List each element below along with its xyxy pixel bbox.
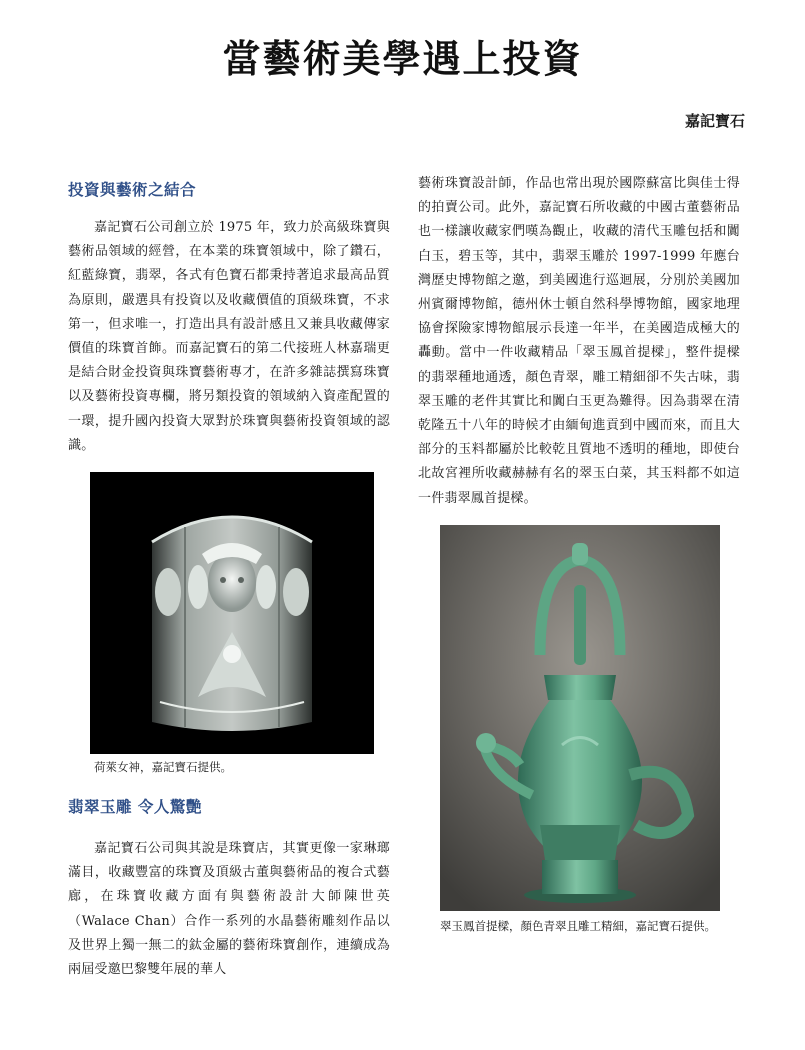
section-heading-investment-art: 投資與藝術之結合 (68, 181, 197, 199)
article-title: 當藝術美學遇上投資 (222, 37, 583, 81)
crystal-sculpture-photo (90, 472, 374, 754)
left-column (68, 178, 390, 982)
section-heading-jade: 翡翠玉雕 令人驚艷 (68, 798, 202, 817)
section-body-investment-art: 嘉記寶石公司創立於 1975 年，致力於高級珠寶與藝術品領域的經營，在本業的珠寶領域中，除了鑽石，紅藍綠寶，翡翠，各式有色寶石都秉持著追求最高品質為原則，嚴選具有投資以及收藏價值的頂級珠寶，不求第一，但求唯一，打造出具有設計感且又兼具收藏傳家價值的珠寶首飾。而嘉記寶石的第二代接班人林嘉瑞更是結合財金投資與珠寶藝術專才，在許多雜誌撰寫珠寶以及藝術投資專欄，將另類投資的領域納入資產配置的一環，提升國內投資大眾對於珠寶與藝術投資領域的認識。 (68, 220, 390, 453)
figure1-caption: 荷萊女神，嘉記寶石提供。 (94, 760, 232, 775)
right-column-body: 藝術珠寶設計師，作品也常出現於國際蘇富比與佳士得的拍賣公司。此外，嘉記寶石所收藏的中國古董藝術品也一樣讓收藏家們嘆為觀止，收藏的清代玉雕包括和闐白玉，碧玉等，其中，翡翠玉雕於 1997-1999 年應台灣歷史博物館之邀，到美國進行巡迴展，分別於美國加州賓爾博物館，德州休士頓自然科學博物館，國家地理協會探險家博物館展示長達一年半，在美國造成極大的轟動。當中一件收藏精品「翠玉鳳首提樑」，整件提樑的翡翠種地通透，顏色青翠，雕工精細卻不失古味，翡翠玉雕的老件其實比和闐白玉更為難得。因為翡翠在清乾隆五十八年的時候才由緬甸進貢到中國而來，而且大部分的玉料都屬於比較乾且質地不透明的種地，即使台北故宮裡所收藏赫赫有名的翠玉白菜，其玉料都不如這一件翡翠鳳首提樑。 (418, 176, 740, 506)
jade-ewer-image (440, 525, 720, 911)
right-column (418, 172, 740, 934)
jade-phoenix-ewer-photo (440, 525, 720, 911)
figure2-caption: 翠玉鳳首提樑，顏色青翠且雕工精細，嘉記寶石提供。 (440, 918, 716, 933)
author-byline: 嘉記寶石 (684, 112, 745, 130)
section-body-jade: 嘉記寶石公司與其說是珠寶店，其實更像一家琳瑯滿目，收藏豐富的珠寶及頂級古董與藝術品的複合式藝廊，在珠寶收藏方面有與藝術設計大師陳世英（Walace Chan）合作一系列的水晶藝術雕刻作品以及世界上獨一無二的鈦金屬的藝術珠寶創作，連續成為兩屆受邀巴黎雙年展的華人 (68, 841, 390, 978)
crystal-goddess-image (90, 472, 374, 754)
